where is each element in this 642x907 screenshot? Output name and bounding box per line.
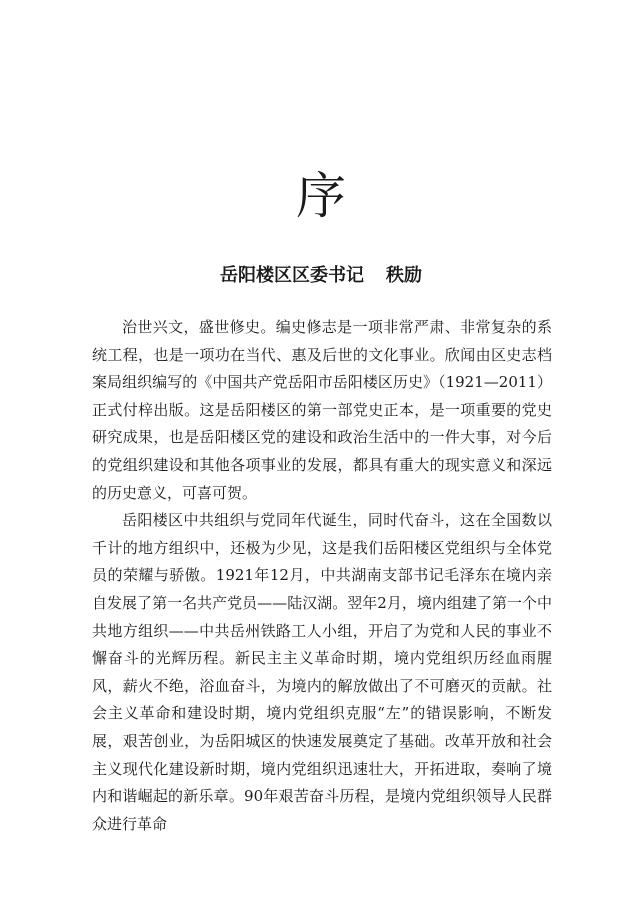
paragraph: 岳阳楼区中共组织与党同年代诞生，同时代奋斗，这在全国数以千计的地方组织中，还极为少见，这是我们岳阳楼区党组织与全体党员的荣耀与骄傲。1921年12月，中共湖南支部书记毛泽东在境内亲自发展了第一名共产党员——陆汉湖。翌年2月，境内组建了第一个中共地方组织——中共岳州铁路工人小组，开启了为党和人民的事业不懈奋斗的光辉历程。新民主主义革命时期，境内党组织历经血雨腥风，薪火不绝，浴血奋斗，为境内的解放做出了不可磨灭的贡献。社会主义革命和建设时期，境内党组织克服“左”的错误影响，不断发展，艰苦创业，为岳阳城区的快速发展奠定了基础。改革开放和社会主义现代化建设新时期，境内党组织迅速壮大，开拓进取，奏响了境内和谐崛起的新乐章。90年艰苦奋斗历程，是境内党组织领导人民群众进行革命 <box>92 511 552 833</box>
body-text <box>92 314 552 838</box>
page-title: 序 <box>296 167 346 225</box>
author-position: 岳阳楼区区委书记 <box>220 265 364 286</box>
author-line <box>0 262 642 290</box>
author-name: 秩励 <box>386 265 422 286</box>
paragraph: 治世兴文，盛世修史。编史修志是一项非常严肃、非常复杂的系统工程，也是一项功在当代、惠及后世的文化事业。欣闻由区史志档案局组织编写的《中国共产党岳阳市岳阳楼区历史》（1921—2011）正式付梓出版。这是岳阳楼区的第一部党史正本，是一项重要的党史研究成果，也是岳阳楼区党的建设和政治生活中的一件大事，对今后的党组织建设和其他各项事业的发展，都具有重大的现实意义和深远的历史意义，可喜可贺。 <box>92 318 552 502</box>
